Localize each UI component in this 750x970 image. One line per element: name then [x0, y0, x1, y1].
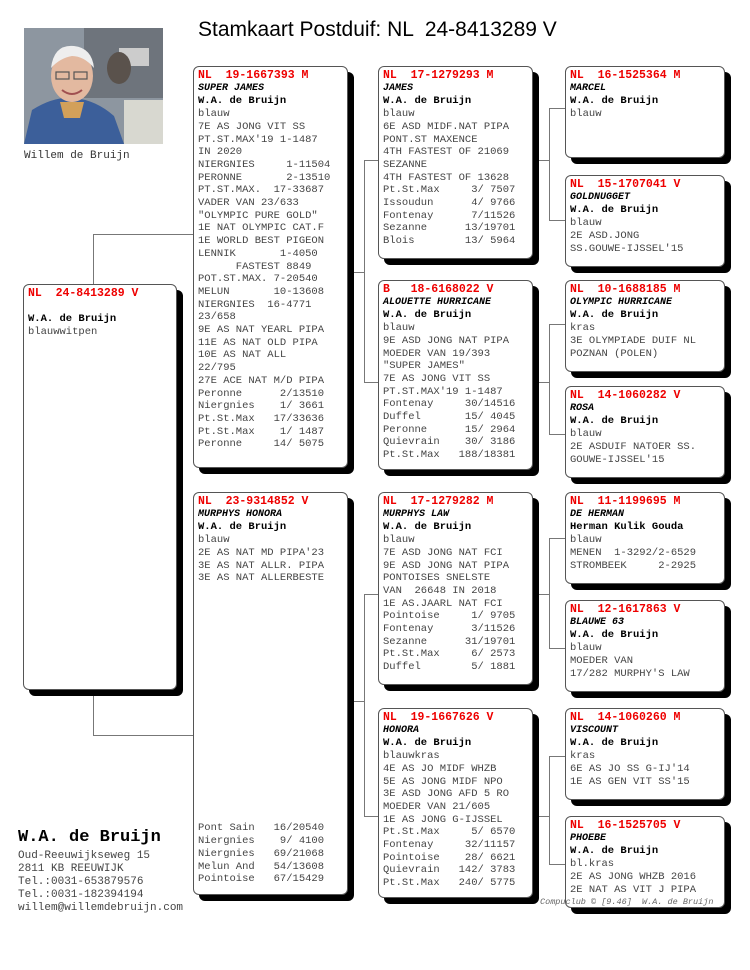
color-label: bl.kras — [570, 858, 615, 871]
mff-card[interactable] — [565, 492, 725, 584]
achievement-line: 3E AS NAT ALLR. PIPA — [198, 559, 325, 572]
color-label: blauwkras — [383, 750, 440, 763]
connector — [549, 756, 565, 757]
mmm-card[interactable] — [565, 816, 725, 908]
achievement-line: Sezanne 13/19701 — [383, 222, 516, 235]
achievement-line: 4TH FASTEST OF 21069 — [383, 146, 510, 159]
achievement-line: MELUN 10-13608 — [198, 285, 325, 298]
connector — [549, 538, 550, 648]
achievement-line: 2E NAT AS VIT J PIPA — [570, 883, 697, 896]
pigeon-name: MURPHYS HONORA — [198, 508, 283, 520]
connector — [549, 324, 565, 325]
achievement-line: Pt.St.Max 240/ 5775 — [383, 877, 516, 890]
achievement-line: Fontenay 3/11526 — [383, 623, 516, 636]
owner-name: W.A. de Bruijn — [570, 204, 659, 217]
color-label: blauw — [383, 322, 415, 335]
connector — [93, 234, 94, 284]
breeder-photo — [24, 28, 163, 144]
mother-father-card[interactable] — [378, 492, 533, 685]
achievement-line: 4TH FASTEST OF 13628 — [383, 171, 510, 184]
connector — [539, 816, 549, 817]
achievement-line: VADER VAN 23/633 — [198, 197, 299, 210]
pigeon-name: MURPHYS LAW — [383, 508, 450, 520]
achievement-line: Pointoise 28/ 6621 — [383, 851, 516, 864]
connector — [93, 735, 194, 736]
color-label: kras — [570, 322, 596, 335]
achievement-line: 27E ACE NAT M/D PIPA — [198, 374, 325, 387]
achievement-line: MOEDER VAN 19/393 — [383, 347, 491, 360]
ring-number: NL 12-1617863 V — [570, 603, 681, 616]
photo-caption: Willem de Bruijn — [24, 150, 130, 162]
achievement-line: Peronne 14/ 5075 — [198, 438, 325, 451]
color-label: blauwwitpen — [28, 326, 98, 339]
achievement-line: 4E AS JO MIDF WHZB — [383, 762, 497, 775]
achievement-line: 9E AS NAT YEARL PIPA — [198, 324, 325, 337]
achievement-line: 1E NAT OLYMPIC CAT.F — [198, 222, 325, 235]
pigeon-name: VISCOUNT — [570, 724, 619, 736]
owner-name: W.A. de Bruijn — [570, 737, 659, 750]
achievement-line: Fontenay 30/14516 — [383, 398, 516, 411]
achievement-line: MENEN 1-3292/2-6529 — [570, 546, 697, 559]
owner-name: W.A. de Bruijn — [570, 415, 659, 428]
achievement-line: 1E AS.JAARL NAT FCI — [383, 597, 503, 610]
achievement-line: GOUWE-IJSSEL'15 — [570, 453, 665, 466]
breeder-city: 2811 KB REEUWIJK — [18, 863, 124, 875]
achievement-line: STROMBEEK 2-2925 — [570, 559, 697, 572]
connector — [539, 594, 549, 595]
ring-number: B 18-6168022 V — [383, 283, 494, 296]
achievement-line: 2E ASD.JONG — [570, 229, 640, 242]
achievement-line: Quievrain 30/ 3186 — [383, 436, 516, 449]
achievement-line: Pt.St.Max 188/18381 — [383, 449, 516, 462]
father-mother-card[interactable] — [378, 280, 533, 470]
achievement-line: Issoudun 4/ 9766 — [383, 197, 516, 210]
color-label: kras — [570, 750, 596, 763]
achievement-line: 7E AS JONG VIT SS — [198, 120, 306, 133]
owner-name: W.A. de Bruijn — [383, 309, 472, 322]
fmf-card[interactable] — [565, 280, 725, 372]
achievement-line: Fontenay 7/11526 — [383, 209, 516, 222]
connector — [549, 324, 550, 434]
ring-number: NL 17-1279293 M — [383, 69, 494, 82]
pigeon-name: ROSA — [570, 402, 595, 414]
achievement-line: Pt.St.Max 17/33636 — [198, 412, 325, 425]
achievement-line: 3E AS NAT ALLERBESTE — [198, 572, 325, 585]
achievement-line: Niergnies 1/ 3661 — [198, 400, 325, 413]
achievement-line: 2E AS JONG WHZB 2016 — [570, 870, 697, 883]
connector — [364, 594, 379, 595]
owner-name: W.A. de Bruijn — [383, 95, 472, 108]
connector — [364, 594, 365, 816]
connector — [549, 648, 565, 649]
achievement-line: 9E ASD JONG NAT PIPA — [383, 334, 510, 347]
achievement-line: PT.ST.MAX'19 1-1487 — [383, 385, 503, 398]
ring-number: NL 19-1667393 M — [198, 69, 309, 82]
father-card[interactable] — [193, 66, 348, 468]
achievement-line: "OLYMPIC PURE GOLD" — [198, 209, 318, 222]
color-label: blauw — [383, 534, 415, 547]
color-label: blauw — [570, 217, 602, 230]
color-label: blauw — [570, 642, 602, 655]
race-result-line: Pointoise 67/15429 — [198, 873, 325, 886]
achievement-line: PT.ST.MAX. 17-33687 — [198, 184, 325, 197]
owner-name: W.A. de Bruijn — [570, 309, 659, 322]
footer-credit: Compuclub © [9.46] W.A. de Bruijn — [540, 897, 714, 907]
owner-name: W.A. de Bruijn — [28, 313, 117, 326]
portrait-photo-icon — [24, 28, 163, 144]
connector — [364, 160, 379, 161]
achievement-line: Pt.St.Max 1/ 1487 — [198, 425, 325, 438]
achievement-line: Pt.St.Max 3/ 7507 — [383, 184, 516, 197]
breeder-address: Oud-Reeuwijkseweg 15 — [18, 850, 151, 862]
ring-number: NL 15-1707041 V — [570, 178, 681, 191]
achievement-line: LENNIK 1-4050 — [198, 247, 318, 260]
ring-number: NL 14-1060260 M — [570, 711, 681, 724]
achievement-line: Duffel 5/ 1881 — [383, 661, 516, 674]
race-result-line: Niergnies 9/ 4100 — [198, 835, 325, 848]
connector — [364, 816, 379, 817]
race-results — [198, 822, 324, 886]
mother-card[interactable] — [193, 492, 348, 895]
achievement-line: PONTOISES SNELSTE — [383, 572, 491, 585]
owner-name: W.A. de Bruijn — [198, 521, 287, 534]
ring-number: NL 23-9314852 V — [198, 495, 309, 508]
achievement-line: Fontenay 32/11157 — [383, 839, 516, 852]
achievement-line: POZNAN (POLEN) — [570, 347, 659, 360]
race-result-line: Pont Sain 16/20540 — [198, 822, 325, 835]
breeder-name: W.A. de Bruijn — [18, 828, 161, 847]
ring-number: NL 10-1688185 M — [570, 283, 681, 296]
owner-name: W.A. de Bruijn — [570, 845, 659, 858]
pigeon-name: OLYMPIC HURRICANE — [570, 296, 673, 308]
connector — [549, 108, 550, 220]
connector — [354, 272, 364, 273]
connector — [364, 382, 379, 383]
achievement-line: PONT.ST MAXENCE — [383, 133, 478, 146]
connector — [549, 756, 550, 864]
color-label: blauw — [570, 534, 602, 547]
achievement-line: MOEDER VAN — [570, 654, 634, 667]
achievement-line: 5E AS JONG MIDF NPO — [383, 775, 503, 788]
achievement-line: 11E AS NAT OLD PIPA — [198, 336, 318, 349]
connector — [549, 220, 565, 221]
achievement-line: 23/658 — [198, 311, 236, 324]
achievement-line: NIERGNIES 1-11504 — [198, 158, 331, 171]
breeder-email[interactable]: willem@willemdebruijn.com — [18, 902, 184, 914]
achievement-line: Pt.St.Max 5/ 6570 — [383, 826, 516, 839]
ffm-card[interactable] — [565, 175, 725, 267]
ring-number: NL 11-1199695 M — [570, 495, 681, 508]
connector — [549, 538, 565, 539]
achievement-line: PT.ST.MAX'19 1-1487 — [198, 133, 318, 146]
achievement-line: FASTEST 8849 — [198, 260, 312, 273]
achievement-line: Pointoise 1/ 9705 — [383, 610, 516, 623]
pigeon-name: MARCEL — [570, 82, 607, 94]
achievement-line: 3E OLYMPIADE DUIF NL — [570, 334, 697, 347]
pigeon-name: SUPER JAMES — [198, 82, 265, 94]
color-label: blauw — [383, 108, 415, 121]
achievement-line: VAN 26648 IN 2018 — [383, 584, 497, 597]
ring-number: NL 16-1525705 V — [570, 819, 681, 832]
achievement-line: 7E ASD JONG NAT FCI — [383, 546, 503, 559]
connector — [549, 434, 565, 435]
achievement-line: Sezanne 31/19701 — [383, 635, 516, 648]
owner-name: Herman Kulik Gouda — [570, 521, 684, 534]
subject-card[interactable] — [23, 284, 177, 690]
achievement-line: 17/282 MURPHY'S LAW — [570, 667, 690, 680]
achievement-line: "SUPER JAMES" — [383, 360, 465, 373]
achievement-line: Duffel 15/ 4045 — [383, 411, 516, 424]
mfm-card[interactable] — [565, 600, 725, 692]
achievement-line: POT.ST.MAX. 7-20540 — [198, 273, 318, 286]
achievement-line: 10E AS NAT ALL — [198, 349, 287, 362]
achievement-line: 2E AS NAT MD PIPA'23 — [198, 546, 325, 559]
breeder-phone-2: Tel.:0031-182394194 — [18, 889, 144, 901]
connector — [354, 701, 364, 702]
race-result-line: Melun And 54/13608 — [198, 860, 325, 873]
achievement-line: 6E AS JO SS G-IJ'14 — [570, 762, 690, 775]
owner-name: W.A. de Bruijn — [383, 521, 472, 534]
pigeon-name: DE HERMAN — [570, 508, 625, 520]
achievement-line: Peronne 15/ 2964 — [383, 423, 516, 436]
connector — [93, 234, 194, 235]
pigeon-name: BLAUWE 63 — [570, 616, 625, 628]
achievement-line: 1E WORLD BEST PIGEON — [198, 235, 325, 248]
achievement-line: PERONNE 2-13510 — [198, 171, 331, 184]
achievement-line: 3E ASD JONG AFD 5 RO — [383, 788, 510, 801]
mother-mother-card[interactable] — [378, 708, 533, 898]
achievement-line: 2E ASDUIF NATOER SS. — [570, 440, 697, 453]
ring-number: NL 19-1667626 V — [383, 711, 494, 724]
fmm-card[interactable] — [565, 386, 725, 478]
achievement-line: 22/795 — [198, 362, 236, 375]
mmf-card[interactable] — [565, 708, 725, 800]
achievement-line: 1E AS GEN VIT SS'15 — [570, 775, 690, 788]
owner-name: W.A. de Bruijn — [383, 737, 472, 750]
achievement-line: 6E ASD MIDF.NAT PIPA — [383, 120, 510, 133]
ring-number: NL 16-1525364 M — [570, 69, 681, 82]
achievement-line: Quievrain 142/ 3783 — [383, 864, 516, 877]
pigeon-name: JAMES — [383, 82, 414, 94]
achievement-line: 7E AS JONG VIT SS — [383, 372, 491, 385]
owner-name: W.A. de Bruijn — [570, 629, 659, 642]
connector — [93, 693, 94, 735]
page-title: Stamkaart Postduif: NL 24-8413289 V — [198, 18, 557, 41]
pigeon-name: ALOUETTE HURRICANE — [383, 296, 492, 308]
achievement-line: MOEDER VAN 21/605 — [383, 800, 491, 813]
achievement-line: SS.GOUWE-IJSSEL'15 — [570, 242, 684, 255]
connector — [549, 108, 565, 109]
color-label: blauw — [198, 108, 230, 121]
breeder-info — [18, 828, 183, 915]
owner-name: W.A. de Bruijn — [570, 95, 659, 108]
ring-number: NL 24-8413289 V — [28, 287, 139, 300]
pigeon-name: GOLDNUGGET — [570, 191, 631, 203]
pigeon-name: PHOEBE — [570, 832, 607, 844]
achievement-line: SEZANNE — [383, 158, 428, 171]
father-father-card[interactable] — [378, 66, 533, 259]
achievement-line: Pt.St.Max 6/ 2573 — [383, 648, 516, 661]
achievement-line: Blois 13/ 5964 — [383, 235, 516, 248]
owner-name: W.A. de Bruijn — [198, 95, 287, 108]
connector — [539, 160, 549, 161]
color-label: blauw — [198, 534, 230, 547]
color-label: blauw — [570, 108, 602, 121]
fff-card[interactable] — [565, 66, 725, 158]
breeder-phone-1: Tel.:0031-653879576 — [18, 876, 144, 888]
ring-number: NL 17-1279282 M — [383, 495, 494, 508]
achievement-line: NIERGNIES 16-4771 — [198, 298, 312, 311]
connector — [549, 864, 565, 865]
achievement-line: 9E ASD JONG NAT PIPA — [383, 559, 510, 572]
connector — [364, 160, 365, 382]
achievement-line: 1E AS JONG G-IJSSEL — [383, 813, 503, 826]
achievement-line: Peronne 2/13510 — [198, 387, 325, 400]
connector — [539, 382, 549, 383]
pigeon-name: HONORA — [383, 724, 420, 736]
ring-number: NL 14-1060282 V — [570, 389, 681, 402]
color-label: blauw — [570, 428, 602, 441]
race-result-line: Niergnies 69/21068 — [198, 847, 325, 860]
achievement-line: IN 2020 — [198, 146, 243, 159]
